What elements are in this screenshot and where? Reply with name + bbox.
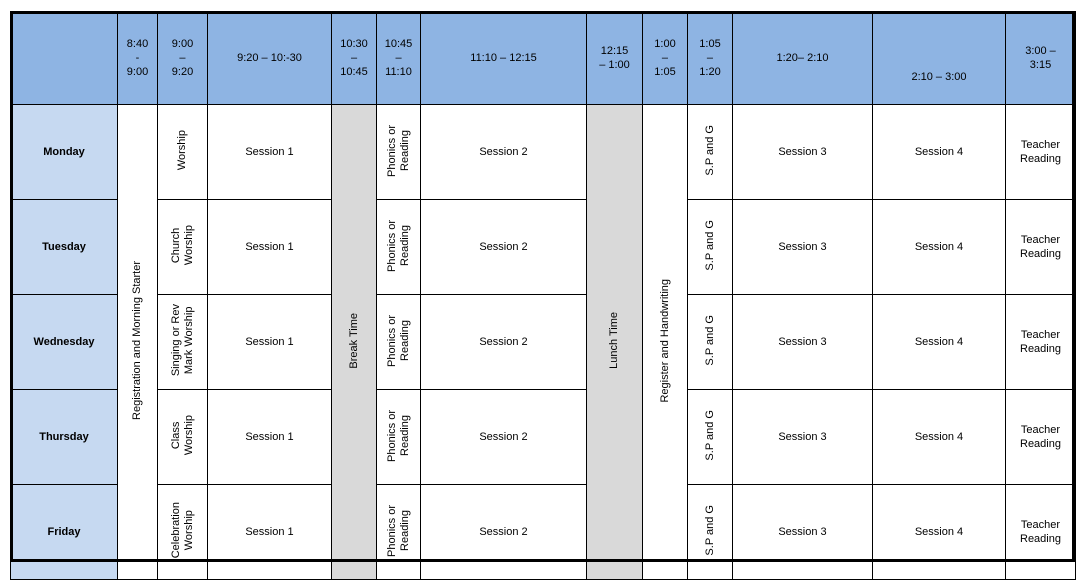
register-handwriting-cell: Register and Handwriting [643,105,688,580]
teacher-reading-cell: Teacher Reading [1006,295,1076,390]
break-time-cell: Break Time [332,105,377,580]
worship-cell: Class Worship [158,390,208,485]
session-4-cell: Session 4 [873,105,1006,200]
session-1-cell: Session 1 [208,390,332,485]
time-slot-header: 1:00 – 1:05 [643,12,688,105]
spag-cell: S.P and G [688,200,733,295]
day-label: Tuesday [11,200,118,295]
lunch-time-cell: Lunch Time [587,105,643,580]
session-4-cell: Session 4 [873,295,1006,390]
phonics-cell: Phonics or Reading [377,485,421,580]
session-2-cell: Session 2 [421,295,587,390]
teacher-reading-cell: Teacher Reading [1006,200,1076,295]
phonics-cell: Phonics or Reading [377,105,421,200]
worship-cell: Celebration Worship [158,485,208,580]
time-slot-header: 11:10 – 12:15 [421,12,587,105]
teacher-reading-cell: Teacher Reading [1006,390,1076,485]
phonics-cell: Phonics or Reading [377,390,421,485]
day-label: Monday [11,105,118,200]
teacher-reading-cell: Teacher Reading [1006,485,1076,580]
time-slot-header: 1:20– 2:10 [733,12,873,105]
time-slot-header: 1:05 – 1:20 [688,12,733,105]
day-label: Wednesday [11,295,118,390]
spag-cell: S.P and G [688,390,733,485]
worship-cell: Worship [158,105,208,200]
session-1-cell: Session 1 [208,295,332,390]
session-3-cell: Session 3 [733,390,873,485]
worship-cell: Church Worship [158,200,208,295]
session-4-cell: Session 4 [873,200,1006,295]
time-slot-header: 3:00 – 3:15 [1006,12,1076,105]
spag-cell: S.P and G [688,105,733,200]
registration-cell: Registration and Morning Starter [118,105,158,580]
table-outer-border [10,11,1075,562]
day-label: Friday [11,485,118,580]
time-slot-header: 8:40 - 9:00 [118,12,158,105]
session-2-cell: Session 2 [421,390,587,485]
session-1-cell: Session 1 [208,485,332,580]
session-1-cell: Session 1 [208,105,332,200]
time-slot-header: 9:20 – 10:-30 [208,12,332,105]
time-slot-header: 12:15 – 1:00 [587,12,643,105]
session-1-cell: Session 1 [208,200,332,295]
session-2-cell: Session 2 [421,105,587,200]
session-2-cell: Session 2 [421,485,587,580]
session-4-cell: Session 4 [873,390,1006,485]
time-slot-header: 2:10 – 3:00 [873,12,1006,105]
spag-cell: S.P and G [688,485,733,580]
time-slot-header: 9:00 – 9:20 [158,12,208,105]
session-3-cell: Session 3 [733,200,873,295]
time-slot-header: 10:45 – 11:10 [377,12,421,105]
session-3-cell: Session 3 [733,485,873,580]
time-slot-header: 10:30 – 10:45 [332,12,377,105]
session-4-cell: Session 4 [873,485,1006,580]
teacher-reading-cell: Teacher Reading [1006,105,1076,200]
session-2-cell: Session 2 [421,200,587,295]
worship-cell: Singing or Rev Mark Worship [158,295,208,390]
session-3-cell: Session 3 [733,295,873,390]
spag-cell: S.P and G [688,295,733,390]
day-label: Thursday [11,390,118,485]
phonics-cell: Phonics or Reading [377,200,421,295]
phonics-cell: Phonics or Reading [377,295,421,390]
session-3-cell: Session 3 [733,105,873,200]
